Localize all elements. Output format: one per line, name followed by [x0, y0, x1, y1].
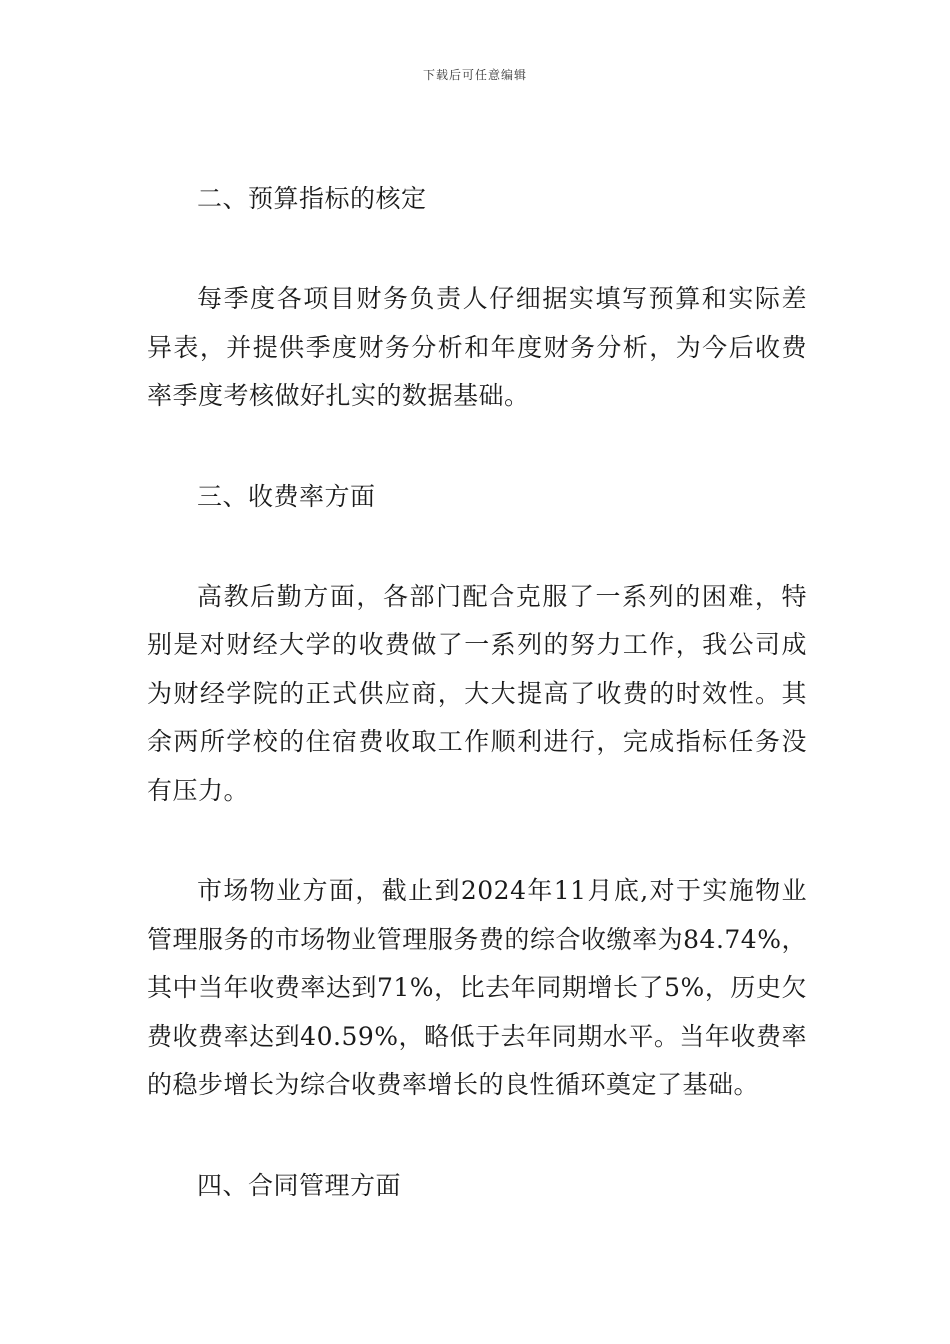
paragraph-university-logistics: 高教后勤方面，各部门配合克服了一系列的困难，特别是对财经大学的收费做了一系列的努力工作，我公司成为财经学院的正式供应商，大大提高了收费的时效性。其余两所学校的住宿费收取工作顺利进行，完成指标任务没有压力。 [147, 581, 807, 805]
section-heading-fee-rate: 三、收费率方面 [197, 481, 376, 511]
paragraph-market-property: 市场物业方面，截止到2024年11月底,对于实施物业管理服务的市场物业管理服务费的综合收缴率为84.74%，其中当年收费率达到71%，比去年同期增长了5%，历史欠费收费率达到40.59%，略低于去年同期水平。当年收费率的稳步增长为综合收费率增长的良性循环奠定了基础。 [147, 876, 807, 1099]
section-heading-contract: 四、合同管理方面 [197, 1170, 402, 1200]
paragraph-budget: 每季度各项目财务负责人仔细据实填写预算和实际差异表，并提供季度财务分析和年度财务分析，为今后收费率季度考核做好扎实的数据基础。 [147, 284, 807, 410]
page-header: 下载后可任意编辑 [422, 68, 527, 82]
section-heading-budget: 二、预算指标的核定 [197, 184, 427, 213]
document-body [147, 175, 807, 1210]
